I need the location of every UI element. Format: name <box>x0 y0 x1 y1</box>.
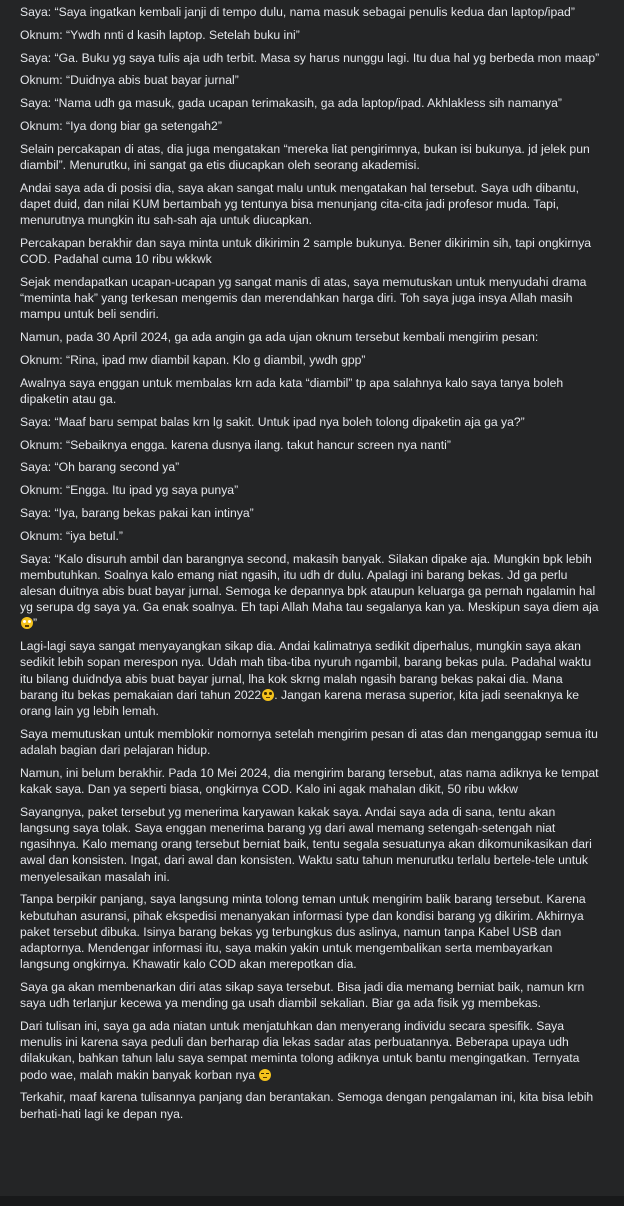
post-paragraph: Saya: “Iya, barang bekas pakai kan intinya” <box>20 505 254 520</box>
post-paragraph: Oknum: “Rina, ipad mw diambil kapan. Klo g diambil, ywdh gpp” <box>20 352 366 367</box>
post-paragraph: Andai saya ada di posisi dia, saya akan sangat malu untuk mengatakan hal tersebut. Saya udh dibantu, dapet duid, dan nilai KUM bertambah yg tentunya bisa menunjang cita-cita jadi profesor muda. Tapi, menurutnya mungkin itu sah-sah aja untuk diucapkan. <box>20 180 579 228</box>
post-paragraph: Oknum: “Sebaiknya engga. karena dusnya ilang. takut hancur screen nya nanti” <box>20 437 451 452</box>
pleading-face-icon <box>262 689 274 701</box>
post-paragraph: Tanpa berpikir panjang, saya langsung minta tolong teman untuk mengirim balik barang tersebut. Karena kebutuhan asuransi, pihak ekspedisi menanyakan informasi type dan kondisi barang yg dikirim. Akhirnya paket tersebut dibuka. Isinya barang bekas yg terbungkus dus aslinya, namun tanpa Kabel USB dan adaptornya. Mendengar informasi itu, saya makin yakin untuk mengembalikan serta membayarkan langsung ongkirnya. Khawatir kalo COD akan merepotkan dia. <box>20 892 586 972</box>
paragraph-text: Dari tulisan ini, saya ga ada niatan untuk menjatuhkan dan menyerang individu secara spesifik. Saya menulis ini karena saya peduli dan berharap dia lekas sadar atas perbuatannya. Beberapa upaya udh dilakukan, bahkan tahun lalu saya sempat meminta tolong adiknya untuk bantu mengingatkan. Ternyata podo wae, malah makin banyak korban nya <box>20 1019 580 1082</box>
post-paragraph: Sayangnya, paket tersebut yg menerima karyawan kakak saya. Andai saya ada di sana, tentu akan langsung saya tolak. Saya enggan menerima barang yg dari awal memang setengah-setengah niat ngasihnya. Kalo memang orang tersebut berniat baik, tentu segala sesuatunya akan dikomunikasikan dari awal dan konsisten. Ingat, dari awal dan konsisten. Waktu satu tahun menurutku terlalu bertele-tele untuk menyelesaikan masalah ini. <box>20 804 592 884</box>
pensive-face-icon <box>259 1069 271 1081</box>
post-paragraph <box>20 551 604 632</box>
post-paragraph: Oknum: “Duidnya abis buat bayar jurnal” <box>20 73 239 88</box>
paragraph-text: Saya: “Kalo disuruh ambil dan barangnya second, makasih banyak. Silakan dipake aja. Mungkin bpk lebih membutuhkan. Soalnya kalo emang niat ngasih, itu udh dr dulu. Apalagi ini barang bekas. Jd ga perlu alesan duitnya abis buat bayar jurnal. Semoga ke depannya bpk ataupun keluarga ga pernah ngalamin hal yg serupa dg saya ya. Ga enak soalnya. Eh tapi Allah Maha tau segalanya kan ya. Meskipun saya diem aja <box>20 551 599 615</box>
paragraph-text: . Jangan karena merasa superior, kita jadi seenaknya ke orang lain yg lebih lemah. <box>20 687 580 718</box>
post-paragraph: Oknum: “iya betul.” <box>20 528 123 543</box>
post-paragraph: Saya: “Ga. Buku yg saya tulis aja udh terbit. Masa sy harus nunggu lagi. Itu dua hal yg berbeda mon maap” <box>20 50 600 65</box>
post-paragraph: Oknum: “Ywdh nnti d kasih laptop. Setelah buku ini” <box>20 27 300 42</box>
post-paragraph <box>20 638 604 719</box>
paragraph-text: Lagi-lagi saya sangat menyayangkan sikap dia. Andai kalimatnya sedikit diperhalus, mungkin saya akan sedikit lebih sopan merespon nya. Udah mah tiba-tiba nyuruh ngambil, barang bekas pula. Padahal waktu itu bilang duidndya abis buat bayar jurnal, lha kok skrng malah ngasih barang bekas pakai dia. Mana barang itu bekas pemakaian dari tahun 2022 <box>20 639 592 702</box>
post-paragraph: Saya: “Nama udh ga masuk, gada ucapan terimakasih, ga ada laptop/ipad. Akhlakless sih namanya” <box>20 96 562 111</box>
post-paragraph: Oknum: “Engga. Itu ipad yg saya punya” <box>20 483 239 498</box>
post-paragraph: Namun, ini belum berakhir. Pada 10 Mei 2024, dia mengirim barang tersebut, atas nama adiknya ke tempat kakak saya. Dan ya seperti biasa, ongkirnya COD. Kalo ini agak mahalan dikit, 50 ribu wkkw <box>20 765 599 796</box>
post-paragraph: Saya: “Maaf baru sempat balas krn lg sakit. Untuk ipad nya boleh tolong dipaketin aja ga ya?” <box>20 414 525 429</box>
post-paragraph: Terkahir, maaf karena tulisannya panjang dan berantakan. Semoga dengan pengalaman ini, kita bisa lebih berhati-hati lagi ke depan nya. <box>20 1090 594 1121</box>
post-paragraph: Percakapan berakhir dan saya minta untuk dikirimin 2 sample bukunya. Bener dikirimin sih, tapi ongkirnya COD. Padahal cuma 10 ribu wkkwk <box>20 235 592 267</box>
post-paragraph: Saya ga akan membenarkan diri atas sikap saya tersebut. Bisa jadi dia memang berniat baik, namun krn saya udh terlanjur kecewa ya mending ga usah diambil sekalian. Biar ga ada fisik yg membekas. <box>20 980 585 1011</box>
post-paragraph: Awalnya saya enggan untuk membalas krn ada kata “diambil” tp apa salahnya kalo saya tanya boleh dipaketin atau ga. <box>20 375 564 406</box>
post-paragraph: Saya memutuskan untuk memblokir nomornya setelah mengirim pesan di atas dan menganggap semua itu adalah bagian dari pelajaran hidup. <box>20 726 598 757</box>
flushed-face-icon <box>21 617 33 629</box>
post-paragraph <box>20 1018 604 1083</box>
paragraph-text: ” <box>33 616 38 631</box>
post-paragraph: Oknum: “Iya dong biar ga setengah2” <box>20 118 222 133</box>
post-paragraph: Saya: “Saya ingatkan kembali janji di tempo dulu, nama masuk sebagai penulis kedua dan laptop/ipad” <box>20 5 575 19</box>
post-paragraph: Sejak mendapatkan ucapan-ucapan yg sangat manis di atas, saya memutuskan untuk menyudahi drama “meminta hak” yang terkesan mengemis dan merendahkan harga diri. Toh saya juga insya Allah masih mampu untuk beli sendiri. <box>20 274 587 322</box>
post-paragraph: Namun, pada 30 April 2024, ga ada angin ga ada ujan oknum tersebut kembali mengirim pesan: <box>20 330 539 345</box>
post-paragraph: Saya: “Oh barang second ya” <box>20 460 180 475</box>
post-paragraph: Selain percakapan di atas, dia juga mengatakan “mereka liat pengirimnya, bukan isi bukunya. jd jelek pun diambil”. Menurutku, ini sangat ga etis diucapkan oleh seorang akademisi. <box>20 141 590 172</box>
